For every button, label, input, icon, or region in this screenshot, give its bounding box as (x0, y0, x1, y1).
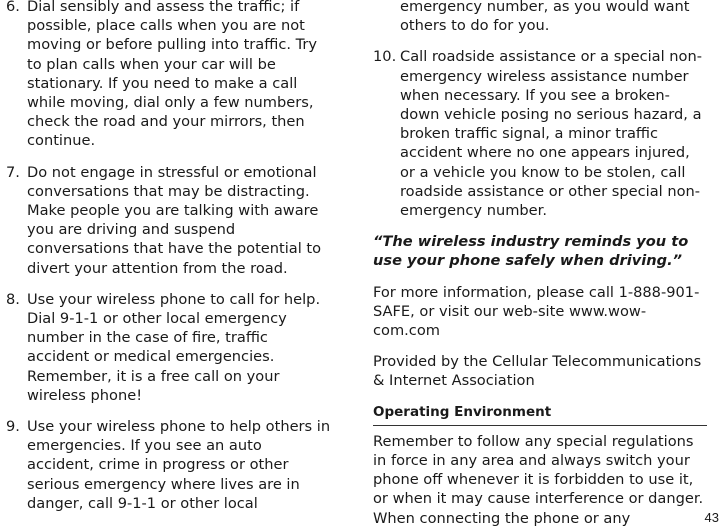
list-item-9 (0, 417, 332, 513)
list-item-text: emergency number, as you would want others to do for you. (400, 0, 690, 35)
list-item-text: Do not engage in stressful or emotional conversations that may be distracting. Make people you are talking with aware you are driving and suspend conversations that have the potential to divert your attention from the road. (27, 163, 322, 277)
list-item-7 (0, 163, 332, 278)
list-item-text: Use your wireless phone to help others in emergencies. If you see an auto accident, crime in progress or other serious emergency where lives are in danger, call 9-1-1 or other local (27, 418, 331, 512)
list-item-number: 8. (6, 290, 20, 308)
safety-reminder: “The wireless industry reminds you to use your phone safely when driving.” (373, 233, 689, 270)
list-item-6 (0, 0, 332, 151)
list-item-number: 7. (6, 163, 20, 181)
more-info-paragraph: For more information, please call 1-888-901-SAFE, or visit our web-site www.wow-com.com (373, 283, 700, 340)
section-heading-operating-environment: Operating Environment (373, 403, 707, 426)
list-item-text: Call roadside assistance or a special non-emergency wireless assistance number when necessary. If you see a broken-down vehicle posing no serious hazard, a broken traffic signal, a minor traffic accident where no one appears injured, or a vehicle you know to be stolen, call roadside assistance or other special non-emergency number. (400, 48, 703, 220)
list-item-number: 9. (6, 418, 20, 436)
section-body: Remember to follow any special regulations in force in any area and always switch your phone off whenever it is forbidden to use it, or when it may cause interference or danger. When connecting the phone or any (373, 432, 704, 527)
list-item-number: 6. (6, 0, 20, 15)
list-item-8 (0, 290, 332, 405)
list-item-10 (373, 47, 709, 220)
list-item-number: 10. (373, 48, 397, 66)
left-column (0, 0, 332, 525)
list-item-9-continuation (373, 0, 709, 35)
list-item-text: Use your wireless phone to call for help. Dial 9-1-1 or other local emergency number in the case of fire, traffic accident or medical emergencies. Remember, it is a free call on your wireless phone! (27, 290, 321, 404)
list-item-text: Dial sensibly and assess the traffic; if possible, place calls when you are not moving or before pulling into traffic. Try to plan calls when your car will be stationary. If you need to make a call while moving, dial only a few numbers, check the road and your mirrors, then continue. (27, 0, 318, 150)
right-column (373, 0, 709, 528)
provided-by-paragraph: Provided by the Cellular Telecommunications & Internet Association (373, 353, 702, 390)
page-number: 43 (704, 509, 719, 525)
